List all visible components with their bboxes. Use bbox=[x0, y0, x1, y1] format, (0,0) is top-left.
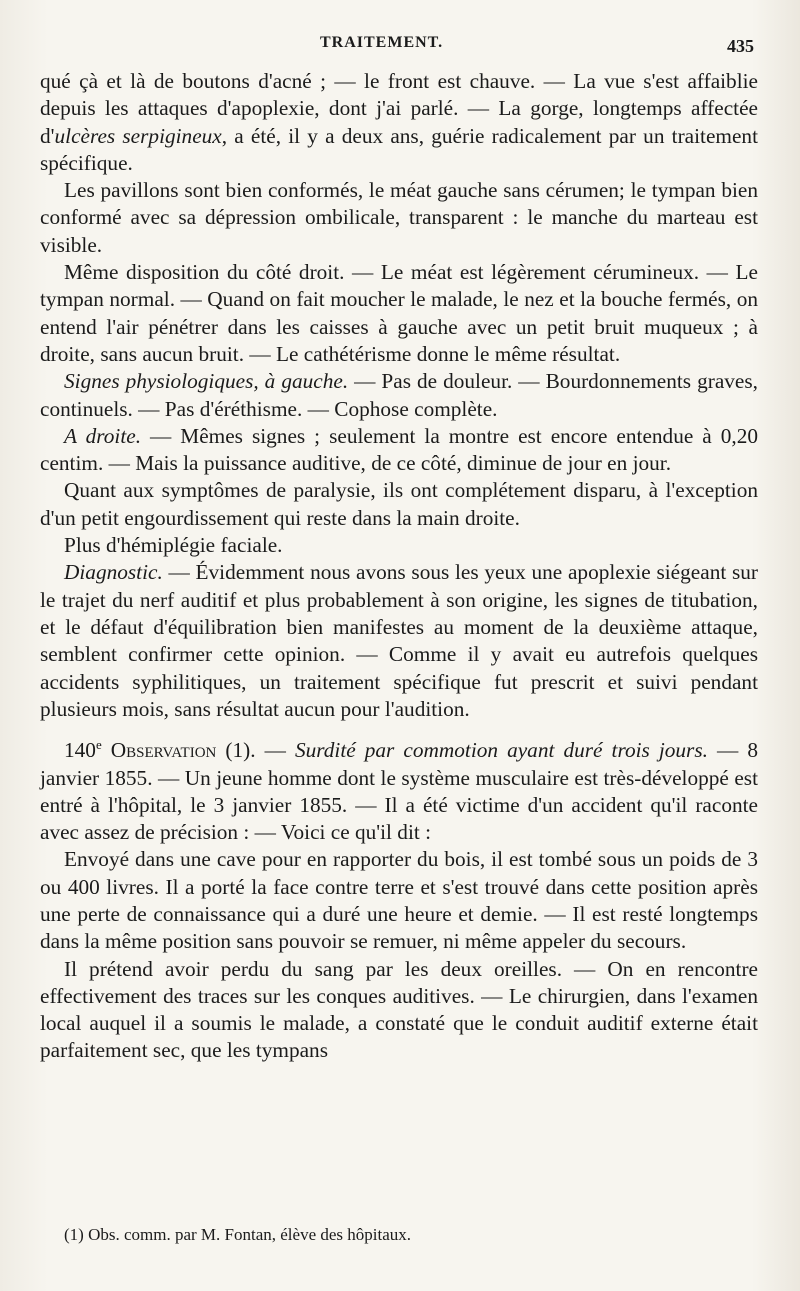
paragraph-p7 bbox=[40, 532, 758, 559]
text-run: A droite. bbox=[64, 423, 142, 448]
paragraph-p5 bbox=[40, 423, 758, 478]
text-run: Surdité par commotion ayant duré trois jours. bbox=[294, 738, 708, 763]
text-run: Il prétend avoir perdu du sang par les deux oreilles. — On en rencontre effectivement des traces sur les conques auditives. — Le chirurgien, dans l'examen local auquel il a soumis le malade, a constaté que le conduit auditif externe était parfaitement sec, que les tympans bbox=[40, 956, 758, 1063]
text-run: Les pavillons sont bien conformés, le méat gauche sans cérumen; le tympan bien conformé avec sa dépression ombilicale, transparent : le manche du marteau est visible. bbox=[40, 178, 758, 257]
paragraph-p11 bbox=[40, 956, 758, 1065]
paragraph-p2 bbox=[40, 177, 758, 259]
text-run: — Évidemment nous avons sous les yeux une apoplexie siégeant sur le trajet du nerf auditif et plus probablement à son origine, les signes de titubation, et le défaut d'équilibration bien manifestes au moment de la deuxième attaque, semblent confirmer cette opinion. — Comme il y avait eu autrefois quelques accidents syphilitiques, un traitement spécifique fut prescrit et suivi pendant plusieurs mois, sans résultat aucun pour l'audition. bbox=[40, 560, 758, 721]
text-run: , a été, il y a deux ans, guérie radicalement par un traitement spécifique. bbox=[40, 123, 758, 175]
text-run: — 8 janvier 1855. — Un jeune homme dont le système musculaire est très-développé est entré à l'hôpital, le 3 janvier 1855. — Il a été victime d'un accident qu'il raconte avec assez de précision : — Voici ce qu'il dit : bbox=[40, 738, 759, 845]
paragraph-p4 bbox=[40, 368, 758, 423]
running-header bbox=[0, 34, 800, 58]
text-run: Diagnostic. bbox=[64, 560, 163, 585]
paragraph-p3 bbox=[40, 259, 758, 368]
text-run: Même disposition du côté droit. — Le méat est légèrement cérumineux. — Le tympan normal. — Quand on fait moucher le malade, le nez et la bouche fermés, on entend l'air pénétrer dans les caisses à gauche avec un petit bruit muqueux ; à droite, sans aucun bruit. — Le cathétérisme donne le même résultat. bbox=[40, 260, 758, 366]
text-run: — Pas de douleur. — Bourdonnements graves, continuels. — Pas d'éréthisme. — Cophose complète. bbox=[40, 369, 758, 421]
paragraph-p9 bbox=[40, 731, 758, 846]
paragraph-p6 bbox=[40, 477, 758, 532]
text-run: 140 bbox=[64, 738, 96, 763]
text-run: Envoyé dans une cave pour en rapporter du bois, il est tombé sous un poids de 3 ou 400 livres. Il a porté la face contre terre et s'est trouvé dans cette position après une perte de connaissance qui a duré une heure et demie. — Il est resté longtemps dans la même position sans pouvoir se remuer, ni même appeler du secours. bbox=[40, 847, 758, 954]
body-text bbox=[40, 68, 758, 1065]
paragraph-gap bbox=[40, 723, 758, 731]
paragraph-p8 bbox=[40, 559, 758, 723]
running-title: TRAITEMENT. bbox=[320, 34, 444, 51]
text-run: e bbox=[95, 737, 102, 753]
page-number: 435 bbox=[727, 36, 754, 56]
paragraph-p1 bbox=[40, 68, 758, 177]
text-run: Observation bbox=[101, 738, 217, 763]
text-run: qué çà et là de boutons d'acné ; — le front est chauve. — La vue s'est affaiblie depuis les attaques d'apoplexie, dont j'ai parlé. — La gorge, longtemps affectée d' bbox=[40, 69, 758, 148]
text-run: Quant aux symptômes de paralysie, ils ont complétement disparu, à l'exception d'un petit engourdissement qui reste dans la main droite. bbox=[40, 478, 758, 530]
text-run: Signes physiologiques, à gauche. bbox=[64, 369, 349, 394]
text-run: ulcères serpigineux bbox=[54, 123, 222, 148]
text-run: Plus d'hémiplégie faciale. bbox=[64, 533, 283, 558]
text-run: (1). — bbox=[216, 738, 295, 763]
text-run: — Mêmes signes ; seulement la montre est encore entendue à 0,20 centim. — Mais la puissance auditive, de ce côté, diminue de jour en jour. bbox=[40, 423, 758, 476]
paragraph-p10 bbox=[40, 846, 758, 955]
footnote: (1) Obs. comm. par M. Fontan, élève des hôpitaux. bbox=[64, 1225, 412, 1244]
